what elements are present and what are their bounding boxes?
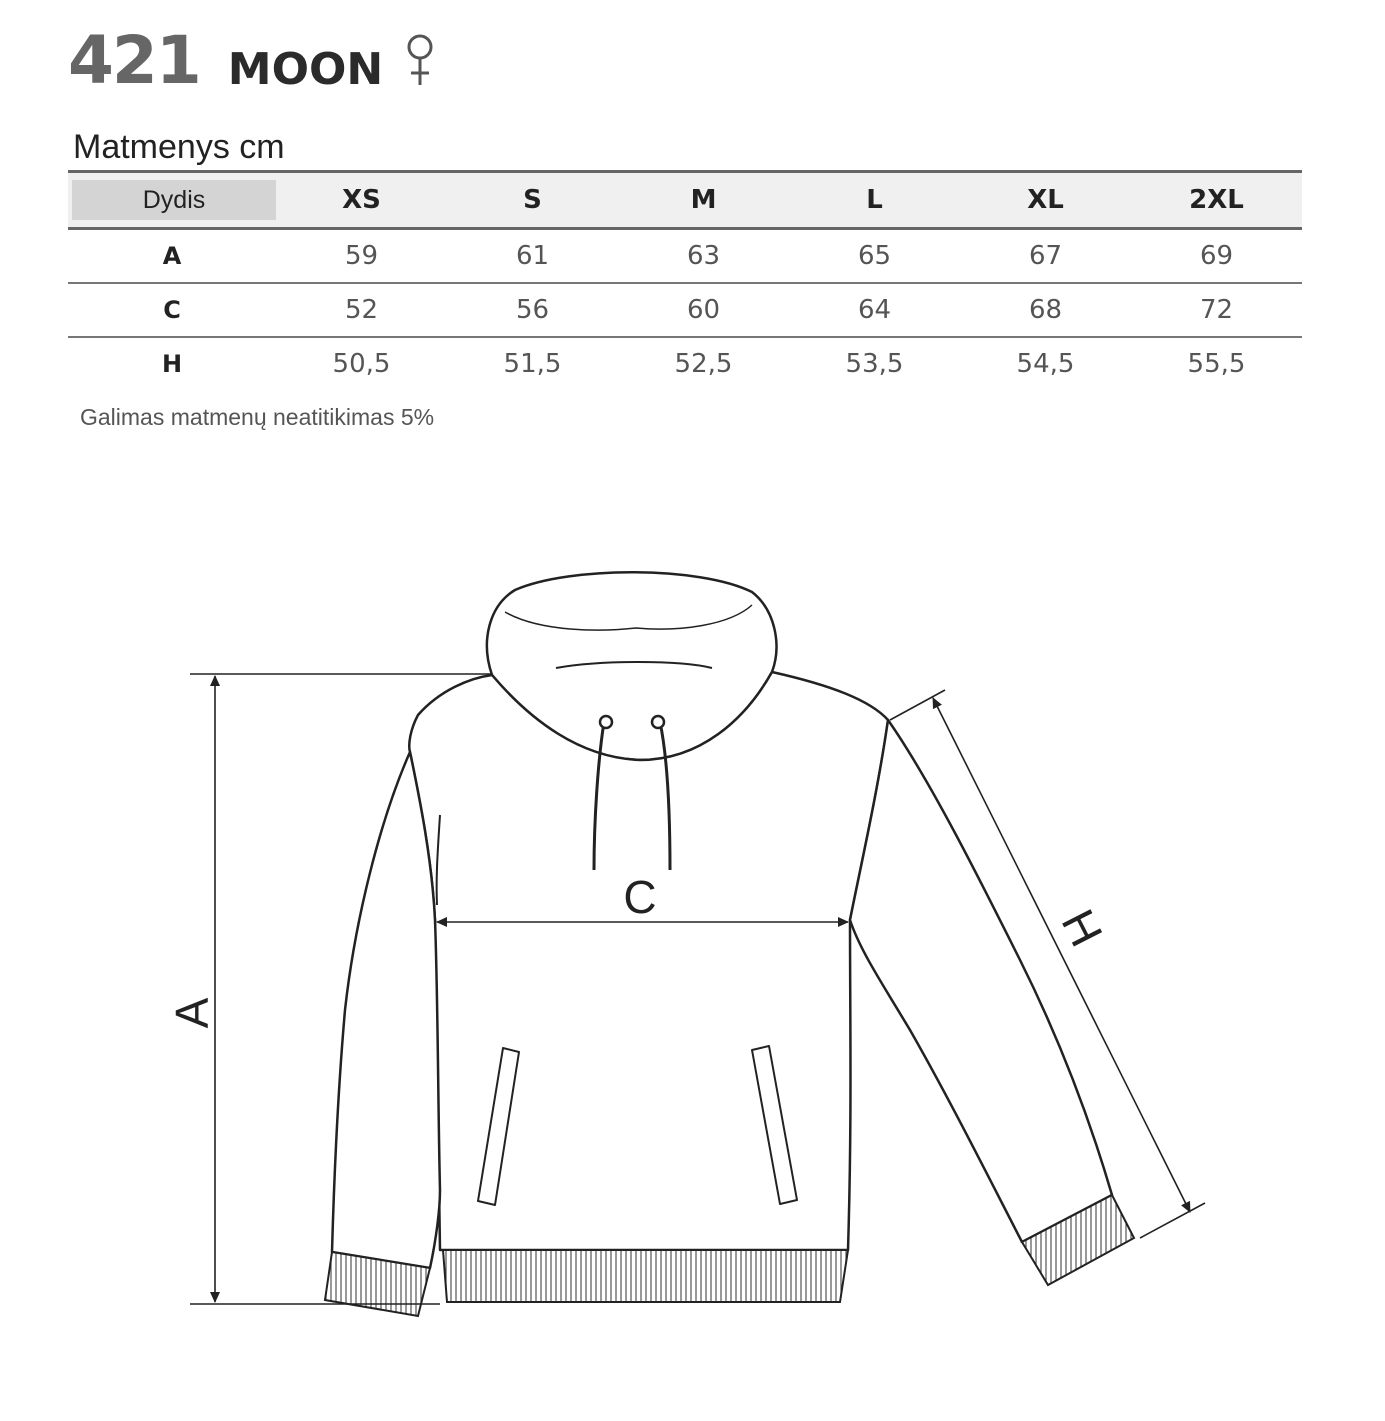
table-cell: 64	[857, 294, 892, 325]
table-cell: 50,5	[332, 349, 391, 379]
row-label: C	[163, 295, 181, 324]
size-header: XS	[342, 185, 381, 215]
table-cell: 52	[344, 294, 379, 325]
size-header: S	[523, 185, 542, 215]
product-header	[68, 14, 437, 99]
table-cell: 69	[1199, 240, 1234, 271]
size-header: M	[690, 185, 717, 215]
row-label: H	[161, 350, 183, 378]
table-cell: 59	[344, 240, 379, 271]
table-cell: 61	[515, 240, 550, 271]
size-header: 2XL	[1189, 185, 1244, 215]
dimension-label-h: H	[1051, 901, 1113, 955]
female-symbol-icon	[403, 33, 437, 89]
table-cell: 53,5	[845, 349, 904, 379]
table-cell: 55,5	[1187, 349, 1246, 379]
table-row	[68, 229, 1302, 283]
table-cell: 63	[686, 240, 721, 271]
hoodie-outline	[332, 572, 1112, 1268]
model-number: 421	[68, 22, 200, 99]
table-cell: 60	[686, 294, 721, 325]
table-row	[68, 283, 1302, 337]
corner-cell	[68, 172, 276, 229]
hoodie-diagram	[0, 540, 1385, 1340]
size-header: L	[866, 185, 883, 215]
table-cell: 65	[857, 240, 892, 271]
section-title: Matmenys cm	[73, 128, 285, 166]
tolerance-note: Galimas matmenų neatitikimas 5%	[80, 404, 435, 430]
table-cell: 67	[1028, 240, 1063, 271]
table-row	[68, 337, 1302, 391]
corner-label: Dydis	[72, 180, 276, 220]
table-cell: 68	[1028, 294, 1063, 325]
table-cell: 52,5	[674, 349, 733, 379]
size-table	[68, 170, 1302, 391]
dimension-label-c: C	[623, 871, 657, 923]
table-cell: 51,5	[503, 349, 562, 379]
size-header-row	[68, 172, 1302, 229]
dimension-label-a: A	[166, 997, 218, 1029]
model-name: MOON	[227, 44, 384, 95]
size-header: XL	[1027, 185, 1064, 215]
row-label: A	[162, 241, 182, 270]
table-cell: 54,5	[1016, 349, 1075, 379]
table-cell: 56	[515, 294, 550, 325]
table-cell: 72	[1199, 294, 1234, 325]
